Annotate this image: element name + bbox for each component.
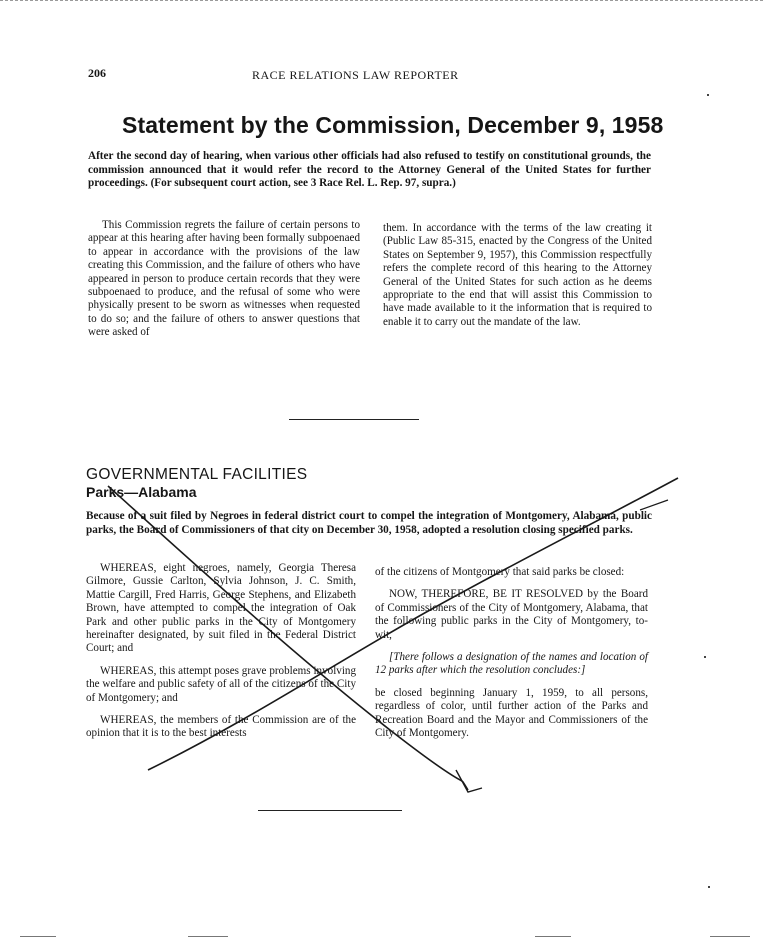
scan-speck-1 [707,94,709,96]
section-heading: GOVERNMENTAL FACILITIES [86,466,308,483]
resolution-right-column [375,566,648,749]
scan-mark-1 [20,936,56,937]
statement-summary: After the second day of hearing, when various other officials had also refused to testify on constitutional grounds, the commission announced that it would refer the record to the Attorney General of the United States for further proceedings. (For subsequent court action, see 3 Race Rel. L. Rep. 97, supra.) [88,150,651,190]
scan-speck-2 [708,886,710,888]
whereas-paragraph-3: WHEREAS, the members of the Commission are of the opinion that it is to the best interests [86,714,356,740]
page-number: 206 [88,66,106,80]
pen-stroke-3 [456,770,482,792]
statement-right-text: them. In accordance with the terms of the law creating it (Public Law 85-315, enacted by the Congress of the United States on September 9, 1957), this Commission respectfully refers the complete record of this hearing to the Attorney General of the United States for such action as he deems appropriate to the end that will assist this Commission to have made available to it the information that is required to enable it to carry out the mandate of the law. [383,222,652,328]
statement-right-column [383,222,652,329]
bottom-divider-rule [258,810,402,811]
section-divider-rule [289,419,419,420]
resolved-paragraph: NOW, THEREFORE, BE IT RESOLVED by the Board of Commissioners of the City of Montgomery, Alabama, that the following public parks in the City of Montgomery, to-wit, [375,588,648,641]
scan-top-border [0,0,763,1]
subsection-heading: Parks—Alabama [86,484,197,500]
running-head: RACE RELATIONS LAW REPORTER [252,68,459,82]
facilities-summary: Because of a suit filed by Negroes in federal district court to compel the integration of Montgomery, Alabama, public parks, the Board of Commissioners of that city on December 30, 1958, adopted a resolution closing specified parks. [86,510,652,536]
scan-mark-3 [535,936,571,937]
scan-mark-2 [188,936,228,937]
scan-mark-4 [710,936,750,937]
resolution-continuation: of the citizens of Montgomery that said parks be closed: [375,566,625,578]
resolution-conclusion: be closed beginning January 1, 1959, to all persons, regardless of color, until further action of the Parks and Recreation Board and the Mayor and Commissioners of the City of Montgomery. [375,686,648,740]
resolution-left-column [86,562,356,750]
scan-speck-3 [704,656,706,658]
statement-left-column [88,219,360,340]
whereas-paragraph-2: WHEREAS, this attempt poses grave problems involving the welfare and public safety of all of the citizens of the City of Montgomery; and [86,664,356,704]
editorial-note: [There follows a designation of the names and location of 12 parks after which the resolution concludes:] [375,651,648,677]
statement-left-text: This Commission regrets the failure of certain persons to appear at this hearing after having been formally subpoenaed to appear in accordance with the provisions of the law creating this Commission, and the failure of others who have appeared in person to produce certain records that they were subpoenaed to produce, and the refusal of some who were physically present to be sworn as witnesses when requested to do so; and the failure of others to answer questions that were asked of [88,219,360,339]
whereas-paragraph-1: WHEREAS, eight negroes, namely, Georgia Theresa Gilmore, Gussie Carlton, Sylvia Johnson, J. C. Smith, Mattie Cargill, Fred Harris, George Stephens, and Elizabeth Brown, have attempted to compel the integration of Oak Park and other public parks in the City of Montgomery hereinafter designated, by suit filed in the Federal District Court; and [86,562,356,655]
statement-title: Statement by the Commission, December 9, 1958 [122,112,664,138]
